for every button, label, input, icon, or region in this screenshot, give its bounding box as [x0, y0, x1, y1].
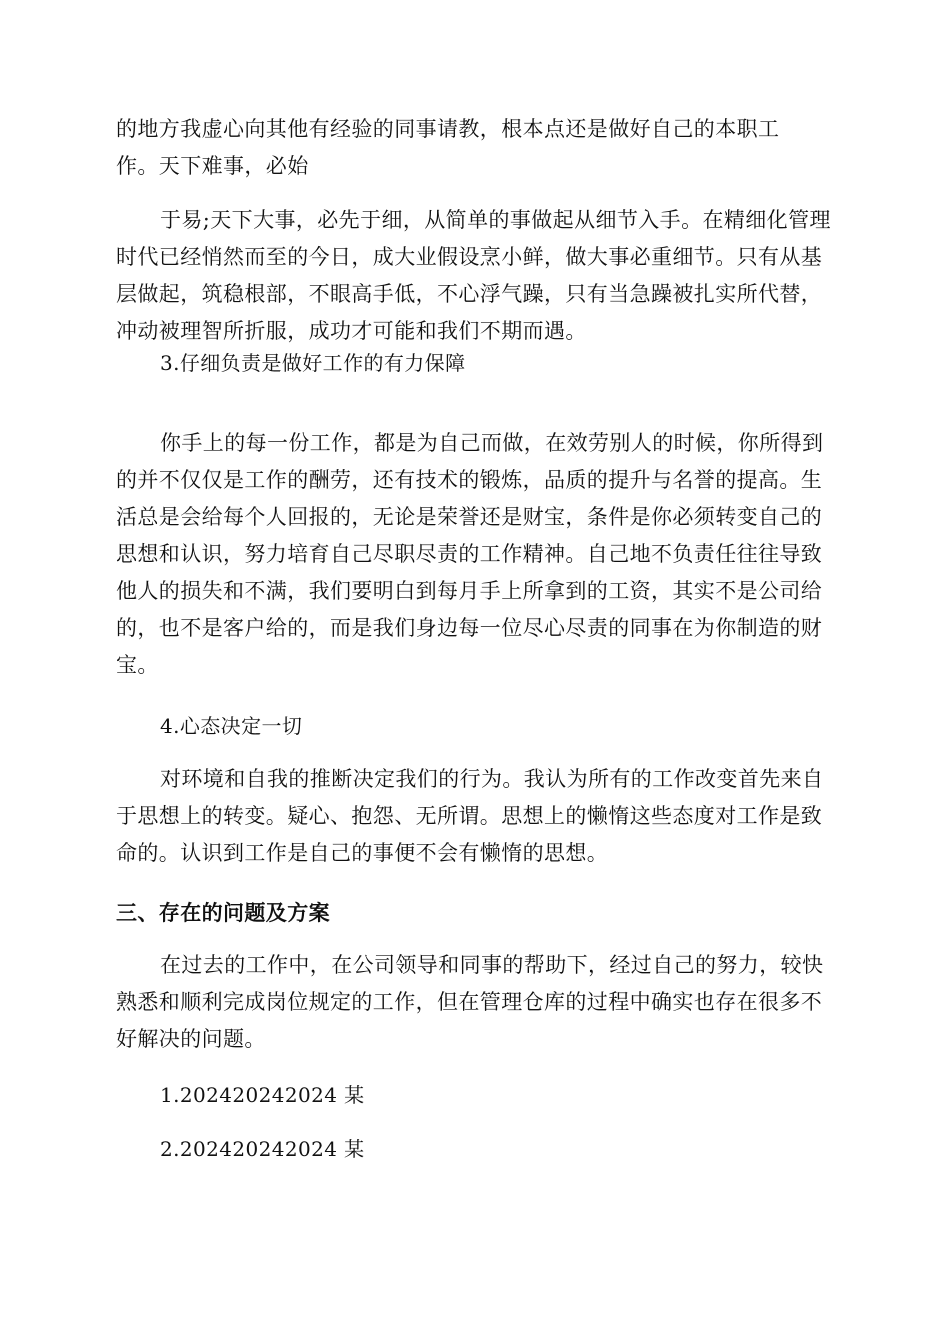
- paragraph-details: 于易;天下大事，必先于细，从简单的事做起从细节入手。在精细化管理时代已经悄然而至的今日，成大业假设烹小鲜，做大事必重细节。只有从基层做起，筑稳根部，不眼高手低，不心浮气躁，只有当急躁被扎实所代替，冲动被理智所折服，成功才可能和我们不期而遇。: [116, 208, 831, 343]
- paragraph-problems: 在过去的工作中，在公司领导和同事的帮助下，经过自己的努力，较快熟悉和顺利完成岗位规定的工作，但在管理仓库的过程中确实也存在很多不好解决的问题。: [116, 953, 824, 1051]
- paragraph-line: 作。天下难事，必始: [116, 154, 309, 178]
- paragraph-attitude: 对环境和自我的推断决定我们的行为。我认为所有的工作改变首先来自于思想上的转变。疑心、抱怨、无所谓。思想上的懒惰这些态度对工作是致命的。认识到工作是自己的事便不会有懒惰的思想。: [116, 767, 824, 865]
- paragraph-line: 的地方我虚心向其他有经验的同事请教，根本点还是做好自己的本职工: [116, 117, 780, 141]
- subheading-item-3: 3.仔细负责是做好工作的有力保障: [160, 351, 466, 375]
- subheading-item-4: 4.心态决定一切: [160, 714, 303, 738]
- list-item-1: 1.202420242024 某: [160, 1083, 365, 1107]
- list-item-2: 2.202420242024 某: [160, 1137, 365, 1161]
- paragraph-responsibility: 你手上的每一份工作，都是为自己而做，在效劳别人的时候，你所得到的并不仅仅是工作的酬劳，还有技术的锻炼，品质的提升与名誉的提高。生活总是会给每个人回报的，无论是荣誉还是财宝，条件是你必须转变自己的思想和认识，努力培育自己尽职尽责的工作精神。自己地不负责任往往导致他人的损失和不满，我们要明白到每月手上所拿到的工资，其实不是公司给的，也不是客户给的，而是我们身边每一位尽心尽责的同事在为你制造的财宝。: [116, 431, 824, 677]
- paragraph-continuation: [116, 111, 834, 185]
- section-heading-3: 三、存在的问题及方案: [116, 901, 330, 925]
